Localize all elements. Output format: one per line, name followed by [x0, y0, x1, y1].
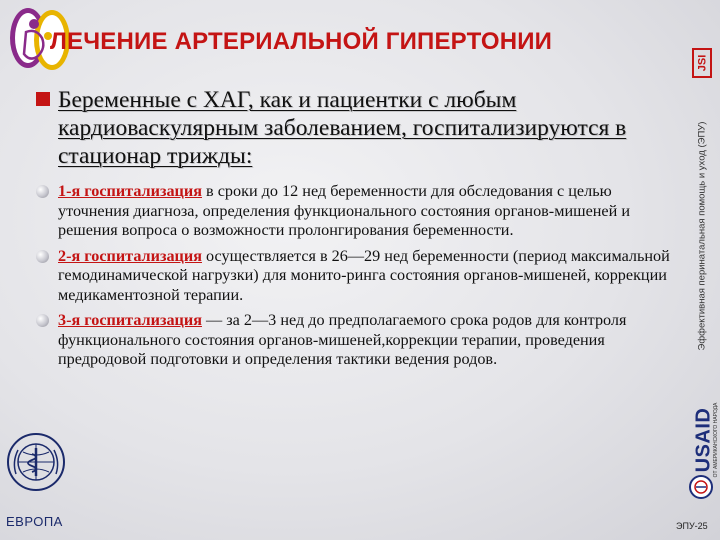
item-label: 2-я госпитализация [58, 246, 202, 265]
who-emblem-icon [4, 430, 68, 494]
slide-body [36, 86, 676, 376]
usaid-tagline: ОТ АМЕРИКАНСКОГО НАРОДА [713, 402, 719, 478]
item-label: 1-я госпитализация [58, 182, 202, 200]
item-text: осуществляется в 26—29 нед беременности (период максимальной гемодинамической нагрузки) для монито-ринга состояния органов-мишеней, коррекции медикаментозной терапии. [58, 246, 670, 304]
lead-paragraph [36, 86, 676, 170]
slide-title: ЛЕЧЕНИЕ АРТЕРИАЛЬНОЙ ГИПЕРТОНИИ [50, 28, 553, 55]
item-text: — за 2—3 нед до предполагаемого срока родов для контроля функционального состояния органов-мишеней,коррекции терапии, проведения предродовой подготовки и определения тактики ведения родов. [58, 311, 627, 368]
hospitalization-list [36, 182, 676, 370]
list-item [36, 247, 676, 306]
program-name-vertical: Эффективная перинатальная помощь и уход (ЭПУ) [696, 121, 708, 351]
who-region-label: ЕВРОПА [6, 514, 63, 529]
usaid-seal-icon [688, 474, 714, 500]
item-label: 3-я госпитализация [58, 311, 202, 329]
list-item [36, 311, 676, 370]
slide-number: ЭПУ-25 [676, 521, 708, 531]
jsi-logo-text: JSI [696, 54, 709, 72]
lead-text: Беременные с ХАГ, как и пациентки с любым кардиоваскулярным заболеванием, госпитализируются в стационар трижды: [58, 87, 627, 169]
jsi-logo [692, 48, 712, 78]
list-item [36, 182, 676, 241]
red-square-bullet-icon [36, 92, 50, 106]
item-text: в сроки до 12 нед беременности для обследования с целью уточнения диагноза, определения функционального состояния органов-мишеней и решения вопроса о возможности пролонгирования беременности. [58, 182, 630, 239]
sphere-bullet-icon [36, 314, 49, 327]
usaid-logo: USAID [692, 407, 715, 473]
sphere-bullet-icon [36, 185, 49, 198]
sphere-bullet-icon [36, 250, 49, 263]
